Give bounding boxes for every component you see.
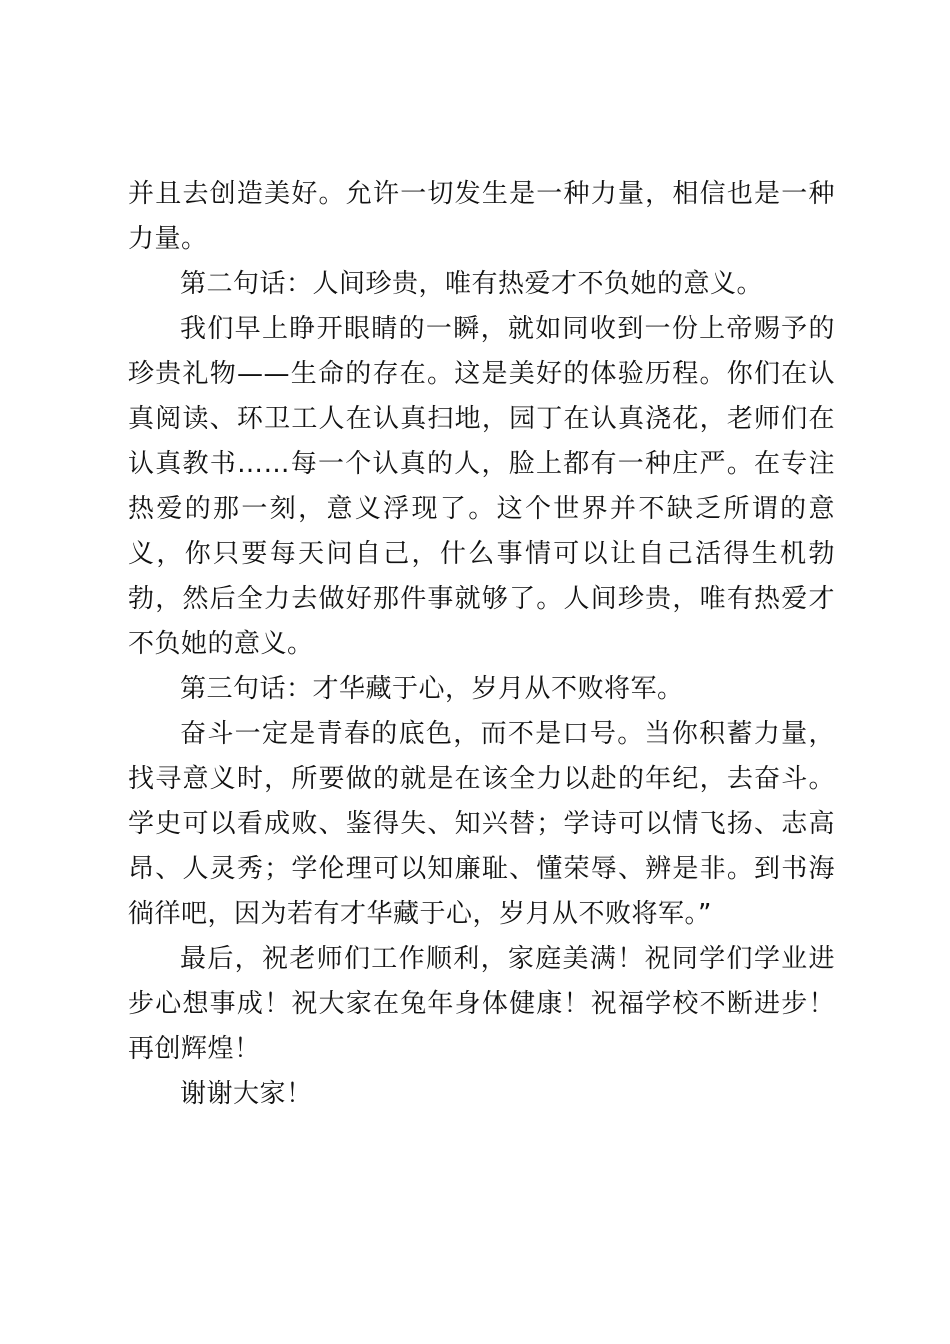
document-body <box>128 172 835 1117</box>
paragraph-thanks: 谢谢大家！ <box>180 1079 313 1109</box>
paragraph-continuation: 并且去创造美好。允许一切发生是一种力量，相信也是一种力量。 <box>128 179 835 254</box>
paragraph-closing-wishes: 最后，祝老师们工作顺利，家庭美满！祝同学们学业进步心想事成！祝大家在兔年身体健康！祝福学校不断进步！再创辉煌！ <box>128 944 835 1064</box>
paragraph-second-saying-heading: 第二句话：人间珍贵，唯有热爱才不负她的意义。 <box>180 269 764 299</box>
paragraph-second-saying-body: 我们早上睁开眼睛的一瞬，就如同收到一份上帝赐予的珍贵礼物——生命的存在。这是美好的体验历程。你们在认真阅读、环卫工人在认真扫地，园丁在认真浇花，老师们在认真教书……每一个认真的人，脸上都有一种庄严。在专注热爱的那一刻，意义浮现了。这个世界并不缺乏所谓的意义，你只要每天问自己，什么事情可以让自己活得生机勃勃，然后全力去做好那件事就够了。人间珍贵，唯有热爱才不负她的意义。 <box>128 314 835 659</box>
paragraph-third-saying-body: 奋斗一定是青春的底色，而不是口号。当你积蓄力量，找寻意义时，所要做的就是在该全力以赴的年纪，去奋斗。学史可以看成败、鉴得失、知兴替；学诗可以情飞扬、志高昂、人灵秀；学伦理可以知廉耻、懂荣辱、辨是非。到书海徜徉吧，因为若有才华藏于心，岁月从不败将军。” <box>128 719 835 929</box>
paragraph-third-saying-heading: 第三句话：才华藏于心，岁月从不败将军。 <box>180 674 684 704</box>
